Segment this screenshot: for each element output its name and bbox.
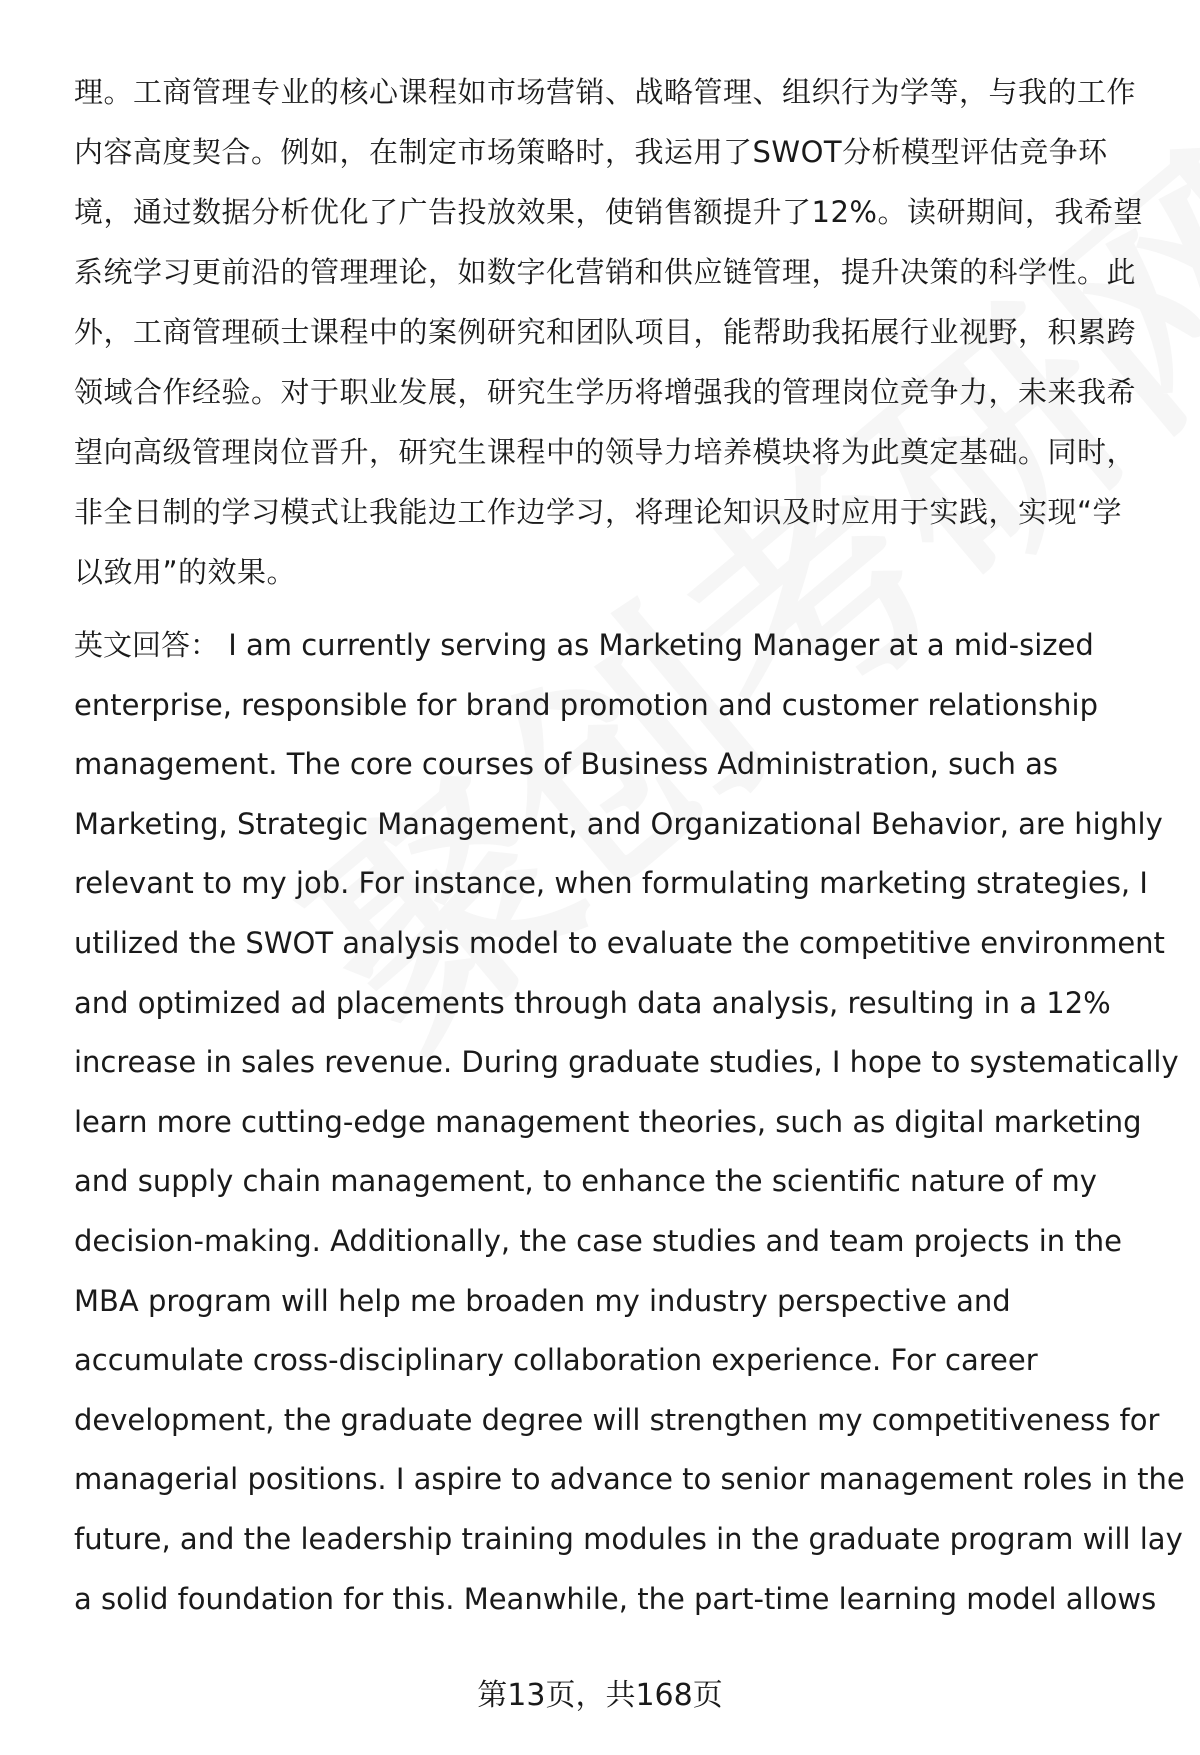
text-line: 领域合作经验。对于职业发展，研究生学历将增强我的管理岗位竞争力，未来我希: [74, 375, 1137, 409]
page-number-footer: 第13页，共168页: [477, 1678, 723, 1713]
text-line: 境，通过数据分析优化了广告投放效果，使销售额提升了12%。读研期间，我希望: [74, 195, 1143, 229]
text-line: 以致用”的效果。: [74, 555, 297, 589]
text-line: Marketing, Strategic Management, and Organizational Behavior, are highly: [74, 806, 1163, 841]
text-line: accumulate cross-disciplinary collaboration experience. For career: [74, 1343, 1038, 1378]
text-line: development, the graduate degree will strengthen my competitiveness for: [74, 1402, 1160, 1437]
page-content: [74, 62, 1185, 1629]
text-line: 内容高度契合。例如，在制定市场策略时，我运用了SWOT分析模型评估竞争环: [74, 135, 1108, 169]
text-line: relevant to my job. For instance, when formulating marketing strategies, I: [74, 866, 1148, 901]
english-paragraph: [74, 616, 1185, 1629]
paragraph-gap: [74, 602, 1164, 616]
text-line: learn more cutting-edge management theories, such as digital marketing: [74, 1104, 1142, 1139]
text-line: MBA program will help me broaden my industry perspective and: [74, 1283, 1011, 1318]
text-line: a solid foundation for this. Meanwhile, the part-time learning model allows: [74, 1581, 1157, 1616]
text-line: 外，工商管理硕士课程中的案例研究和团队项目，能帮助我拓展行业视野，积累跨: [74, 315, 1137, 349]
chinese-paragraph: [74, 62, 1164, 602]
text-line: future, and the leadership training modules in the graduate program will lay: [74, 1521, 1183, 1556]
text-line: 望向高级管理岗位晋升，研究生课程中的领导力培养模块将为此奠定基础。同时，: [74, 435, 1137, 469]
text-line: managerial positions. I aspire to advance to senior management roles in the: [74, 1462, 1185, 1497]
text-line: 英文回答： I am currently serving as Marketing Manager at a mid-sized: [74, 628, 1094, 662]
text-line: 非全日制的学习模式让我能边工作边学习，将理论知识及时应用于实践，实现“学: [74, 495, 1123, 529]
text-line: and supply chain management, to enhance the scientific nature of my: [74, 1164, 1097, 1199]
text-line: 系统学习更前沿的管理理论，如数字化营销和供应链管理，提升决策的科学性。此: [74, 255, 1137, 289]
text-line: 理。工商管理专业的核心课程如市场营销、战略管理、组织行为学等，与我的工作: [74, 75, 1137, 109]
text-line: and optimized ad placements through data analysis, resulting in a 12%: [74, 985, 1111, 1020]
text-line: management. The core courses of Business Administration, such as: [74, 747, 1058, 782]
text-line: utilized the SWOT analysis model to evaluate the competitive environment: [74, 925, 1165, 960]
text-line: increase in sales revenue. During graduate studies, I hope to systematically: [74, 1045, 1179, 1080]
text-line: enterprise, responsible for brand promotion and customer relationship: [74, 687, 1099, 722]
text-line: decision-making. Additionally, the case studies and team projects in the: [74, 1223, 1122, 1258]
